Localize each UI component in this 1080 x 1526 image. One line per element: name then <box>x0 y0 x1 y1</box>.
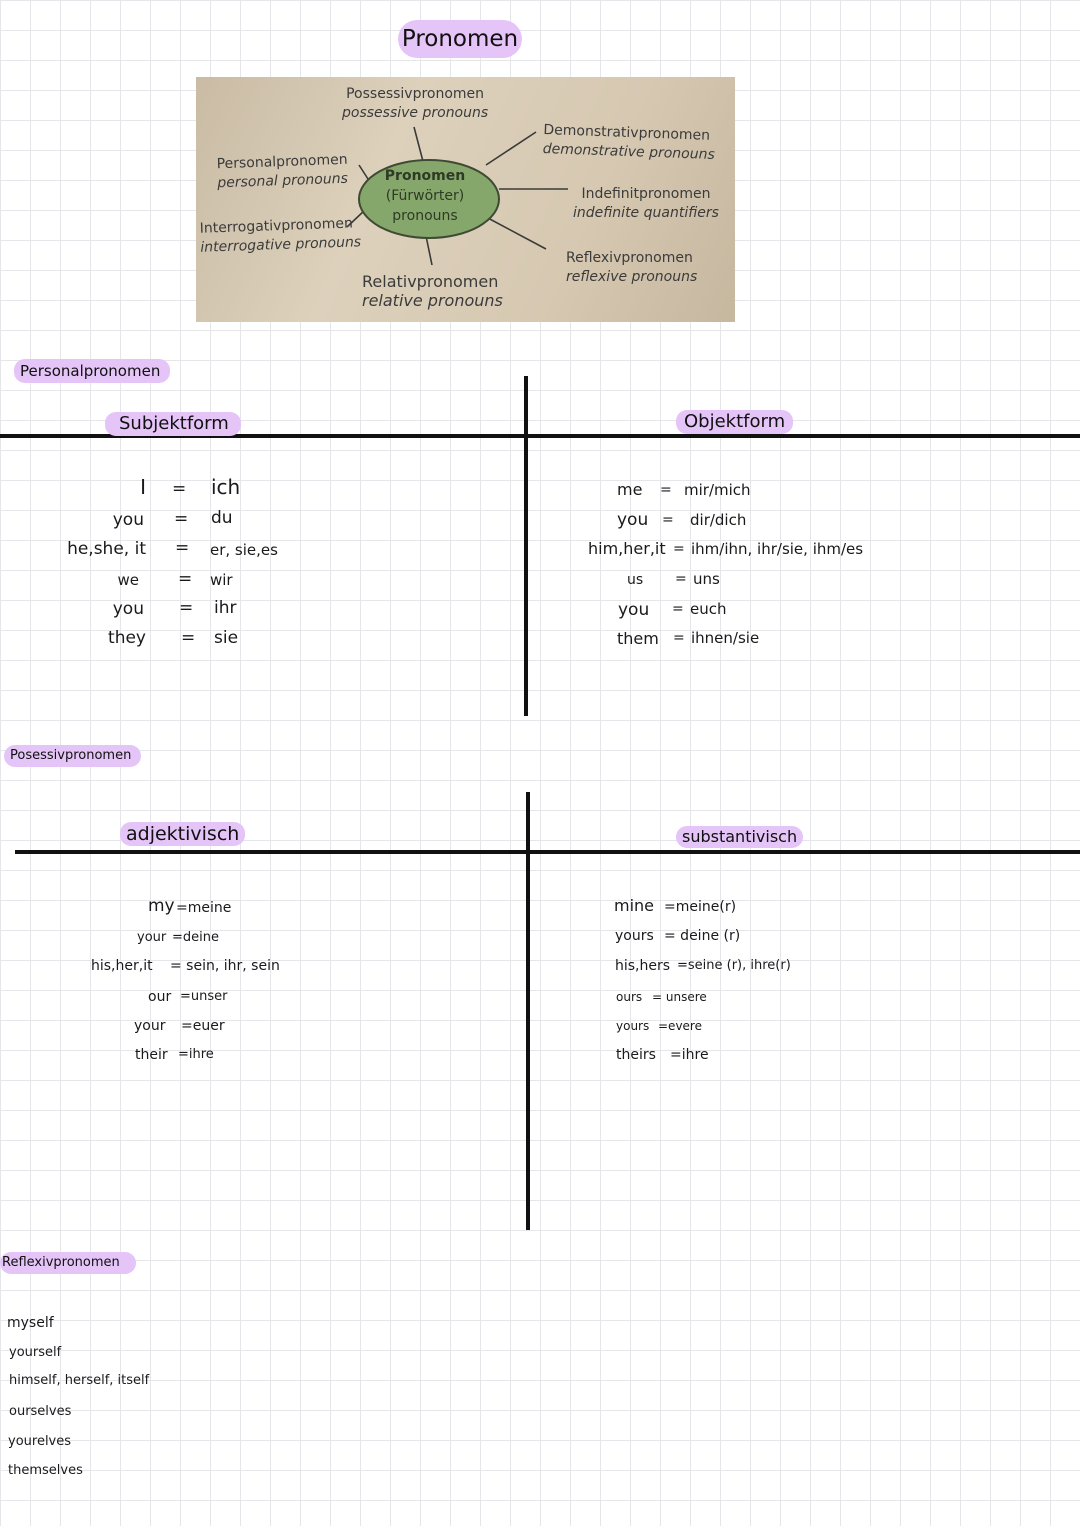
node-de: Indefinitpronomen <box>581 186 711 202</box>
adjektiv-en: our <box>148 989 172 1005</box>
subjekt-de: ich <box>211 475 241 499</box>
adjektiv-de: =euer <box>181 1018 225 1034</box>
node-de: Reflexivpronomen <box>566 250 693 266</box>
reflexiv-item: ourselves <box>9 1404 72 1419</box>
objekt-de: ihnen/sie <box>691 629 760 647</box>
objekt-eq: = <box>662 512 674 528</box>
diagram-node-relativ <box>362 272 503 310</box>
objekt-de: mir/mich <box>684 481 751 499</box>
reflexiv-item: himself, herself, itself <box>9 1373 150 1388</box>
adjektiv-en: your <box>137 930 167 945</box>
adjektiv-en: my <box>148 896 175 916</box>
objekt-eq: = <box>672 601 684 617</box>
adjektiv-en: their <box>135 1047 168 1063</box>
diagram-node-possessiv <box>342 85 488 123</box>
subjekt-eq: = <box>181 628 196 648</box>
subjekt-de: er, sie,es <box>210 541 278 559</box>
subjektform-header: Subjektform <box>105 412 241 436</box>
diagram-node-indefinit <box>573 185 719 223</box>
adjektiv-en: his,her,it <box>91 958 153 974</box>
node-de: Demonstrativpronomen <box>543 122 711 144</box>
table-horizontal-line <box>15 850 1080 854</box>
substantiv-en: yours <box>615 928 654 944</box>
objektform-header: Objektform <box>676 410 793 434</box>
subjekt-de: ihr <box>214 598 237 618</box>
substantiv-de: =meine(r) <box>664 899 737 915</box>
substantiv-en: ours <box>616 990 643 1004</box>
diagram-node-demonstrativ <box>542 121 715 165</box>
adjektiv-de: =ihre <box>178 1047 214 1062</box>
table-vertical-line <box>526 792 530 1230</box>
node-en: reflexive pronouns <box>566 269 698 285</box>
subjekt-eq: = <box>178 569 193 589</box>
adjektiv-de: =meine <box>176 900 232 916</box>
section-label-personalpronomen: Personalpronomen <box>14 359 170 383</box>
subjekt-en: we <box>117 571 139 589</box>
objekt-en: you <box>617 510 649 530</box>
substantiv-de: = unsere <box>652 990 707 1004</box>
subjekt-de: sie <box>214 628 239 648</box>
diagram-center <box>359 164 491 240</box>
node-de: Interrogativpronomen <box>199 215 354 237</box>
objekt-eq: = <box>660 482 672 498</box>
table-vertical-line <box>524 376 528 716</box>
objekt-en: us <box>627 572 644 588</box>
objekt-de: uns <box>693 570 720 588</box>
objekt-en: you <box>618 600 650 620</box>
objekt-eq: = <box>673 630 685 646</box>
substantiv-de: =ihre <box>670 1047 709 1063</box>
reflexiv-item: yourself <box>9 1345 62 1360</box>
substantiv-de: = deine (r) <box>664 928 741 944</box>
diagram-center-english: pronouns <box>392 208 458 224</box>
section-label-possessivpronomen: Posessivpronomen <box>4 745 141 767</box>
page-title: Pronomen <box>398 20 522 58</box>
adjektiv-de: = sein, ihr, sein <box>170 958 280 974</box>
substantiv-de: =seine (r), ihre(r) <box>677 958 791 973</box>
subjekt-eq: = <box>179 598 194 618</box>
node-en: personal pronouns <box>217 170 349 192</box>
substantivisch-header: substantivisch <box>676 826 803 848</box>
objekt-en: them <box>617 629 659 648</box>
diagram-node-reflexiv <box>566 249 697 287</box>
adjektiv-de: =unser <box>180 989 228 1004</box>
objekt-en: me <box>617 480 643 499</box>
substantiv-en: his,hers <box>615 958 671 974</box>
diagram-center-subtitle: (Fürwörter) <box>385 188 465 204</box>
substantiv-en: yours <box>616 1019 650 1033</box>
pronoun-diagram-photo <box>196 77 735 322</box>
subjekt-en: I <box>140 475 146 499</box>
subjekt-en: you <box>112 510 144 530</box>
node-en: possessive pronouns <box>342 105 489 121</box>
subjekt-de: du <box>211 508 233 528</box>
adjektivisch-header: adjektivisch <box>120 822 245 846</box>
objekt-eq: = <box>675 571 687 587</box>
subjekt-en: he,she, it <box>67 539 146 559</box>
objekt-en: him,her,it <box>588 539 666 558</box>
subjekt-en: you <box>112 599 144 619</box>
node-de: Relativpronomen <box>362 272 499 291</box>
section-label-reflexivpronomen: Reflexivpronomen <box>0 1252 136 1274</box>
adjektiv-en: your <box>134 1018 166 1034</box>
reflexiv-item: myself <box>7 1315 54 1331</box>
subjekt-eq: = <box>175 538 190 558</box>
objekt-eq: = <box>673 541 685 557</box>
node-de: Personalpronomen <box>216 151 348 173</box>
node-en: demonstrative pronouns <box>542 140 716 163</box>
objekt-de: euch <box>690 600 727 618</box>
diagram-node-interrogativ <box>199 214 361 258</box>
subjekt-en: they <box>108 628 146 648</box>
node-en: indefinite quantifiers <box>573 205 719 221</box>
objekt-de: dir/dich <box>690 511 747 529</box>
node-de: Possessivpronomen <box>346 86 485 102</box>
node-en: relative pronouns <box>362 291 503 310</box>
substantiv-de: =evere <box>658 1019 702 1033</box>
substantiv-en: theirs <box>616 1047 656 1063</box>
diagram-node-personal <box>216 151 348 194</box>
adjektiv-de: =deine <box>172 930 219 945</box>
objekt-de: ihm/ihn, ihr/sie, ihm/es <box>691 540 864 558</box>
subjekt-eq: = <box>174 509 189 529</box>
reflexiv-item: yourelves <box>8 1434 72 1449</box>
diagram-center-title: Pronomen <box>384 168 466 184</box>
substantiv-en: mine <box>614 896 655 915</box>
subjekt-eq: = <box>172 479 187 499</box>
node-en: interrogative pronouns <box>200 234 362 256</box>
reflexiv-item: themselves <box>8 1463 83 1478</box>
subjekt-de: wir <box>210 571 233 589</box>
